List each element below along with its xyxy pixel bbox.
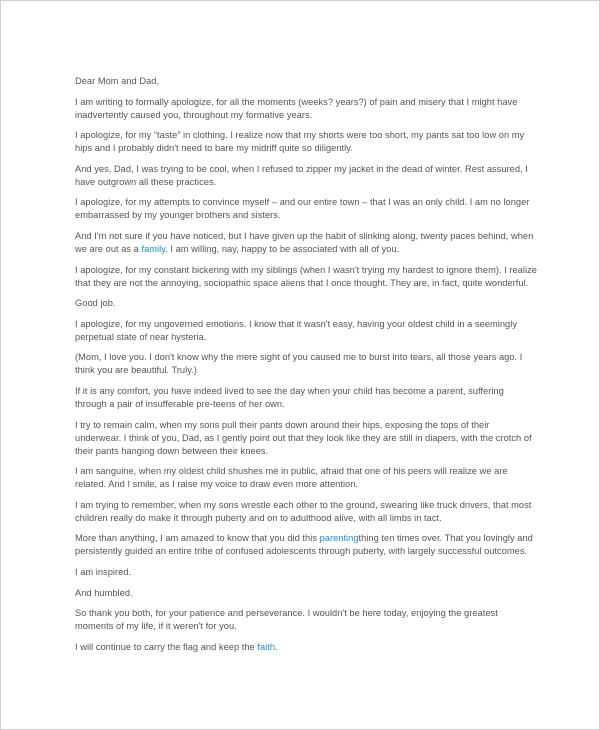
paragraph-10: If it is any comfort, you have indeed lived to see the day when your child has become a parent, suffering through a pair of insufferable pre-teens of her own. [75, 385, 504, 409]
paragraph-5-before: And I'm not sure if you have noticed, but I have given up the habit of slinking along, twenty paces behind, when we are out as a [75, 230, 534, 254]
paragraph-12: I am sanguine, when my oldest child shushes me in public, afraid that one of his peers will realize we are related. And I smile, as I raise my voice to draw even more attention. [75, 466, 508, 490]
paragraph-6: I apologize, for my constant bickering with my siblings (when I wasn't trying my hardest to ignore them). I realize that they are not the annoying, sociopathic space aliens that I once thought. They are, in fact, quite wonderful. [75, 264, 537, 288]
paragraph-3: And yes, Dad, I was trying to be cool, when I refused to zipper my jacket in the dead of winter. Rest assured, I have outgrown all these practices. [75, 163, 528, 187]
paragraph-18-before: I will continue to carry the flag and keep the [75, 641, 258, 652]
paragraph-14 [75, 532, 537, 558]
paragraph-9: (Mom, I love you. I don't know why the mere sight of you caused me to burst into tears, all those years ago. I think you are beautiful. Truly.) [75, 352, 523, 376]
paragraph-8: I apologize, for my ungoverned emotions. I know that it wasn't easy, having your oldest child in a seemingly perpetual state of near hysteria. [75, 318, 517, 342]
paragraph-1: I am writing to formally apologize, for all the moments (weeks? years?) of pain and misery that I might have inadvertently caused you, throughout my formative years. [75, 96, 518, 120]
paragraph-2: I apologize, for my “taste” in clothing. I realize now that my shorts were too short, my pants sat too low on my hips and I probably didn't need to bare my midriff quite so diligently. [75, 130, 525, 154]
paragraph-15: I am inspired. [75, 566, 132, 577]
paragraph-5-after: . I am willing, nay, happy to be associated with all of you. [165, 243, 400, 254]
salutation: Dear Mom and Dad, [75, 76, 160, 86]
paragraph-18 [75, 641, 537, 654]
letter-body [75, 75, 537, 661]
paragraph-18-after: . [275, 641, 278, 652]
paragraph-4: I apologize, for my attempts to convince myself – and our entire town – that I was an only child. I am no longer embarrassed by my younger brothers and sisters. [75, 197, 530, 221]
paragraph-7: Good job. [75, 298, 116, 309]
family-link[interactable]: family [141, 243, 166, 254]
faith-link[interactable]: faith [257, 641, 276, 652]
paragraph-5 [75, 230, 537, 256]
paragraph-11: I try to remain calm, when my sons pull their pants down around their hips, exposing the tops of their underwear. I think of you, Dad, as I gently point out that they look like they are still in diapers, with the crotch of their pants hanging down between their knees. [75, 419, 532, 456]
paragraph-14-before: More than anything, I am amazed to know that you did this [75, 533, 320, 544]
paragraph-17: So thank you both, for your patience and perseverance. I wouldn't be here today, enjoying the greatest moments of my life, if it weren't for you. [75, 608, 498, 632]
paragraph-13: I am trying to remember, when my sons wrestle each other to the ground, swearing like truck drivers, that most children really do make it through puberty and on to adulthood alive, with all limbs in tact. [75, 499, 532, 523]
parenting-link[interactable]: parenting [319, 533, 359, 544]
paragraph-16: And humbled. [75, 587, 133, 598]
paragraph-14-after: thing ten times over. That you lovingly and persistently guided an entire tribe of confused adolescents through puberty, with largely successful outcomes. [75, 533, 533, 557]
